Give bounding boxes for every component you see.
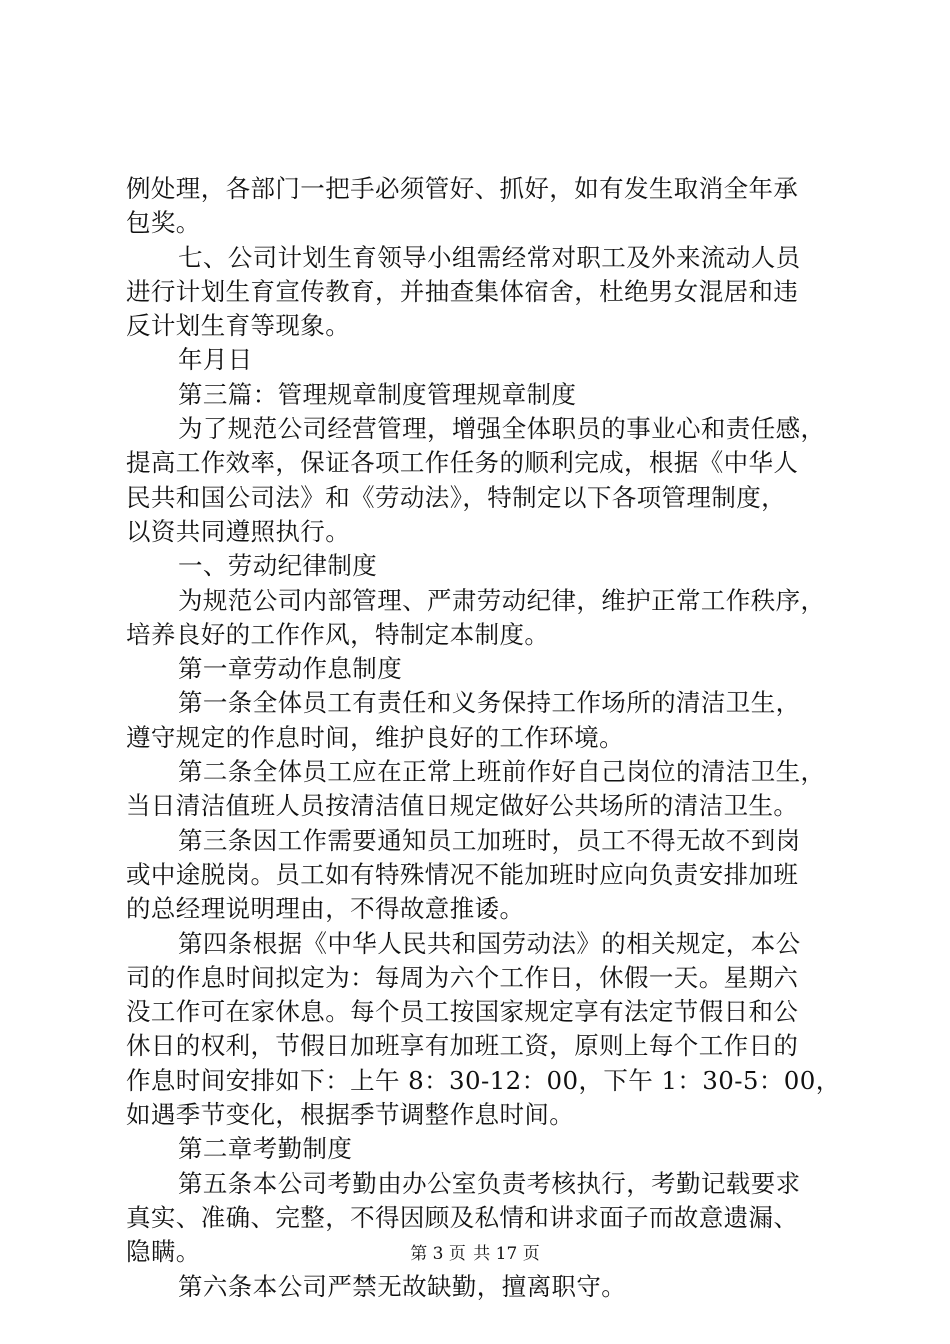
text-line: 为规范公司内部管理、严肃劳动纪律，维护正常工作秩序， <box>178 585 826 615</box>
text-line: 例处理，各部门一把手必须管好、抓好，如有发生取消全年承 <box>126 174 799 203</box>
text-line: 的总经理说明理由，不得故意推诿。 <box>126 894 525 924</box>
text-line: 当日清洁值班人员按清洁值日规定做好公共场所的清洁卫生。 <box>126 791 799 821</box>
text-line: 如遇季节变化，根据季节调整作息时间。 <box>126 1100 575 1130</box>
text-line: 遵守规定的作息时间，维护良好的工作环境。 <box>126 722 624 752</box>
text-line: 反计划生育等现象。 <box>126 311 351 341</box>
text-line: 包奖。 <box>126 208 201 238</box>
page-total: 共 17 页 <box>473 1244 540 1264</box>
text-line: 民共和国公司法》和《劳动法》，特制定以下各项管理制度， <box>126 482 787 512</box>
text-line: 第五条本公司考勤由办公室负责考核执行，考勤记载要求 <box>178 1168 801 1198</box>
text-line: 年月日 <box>178 345 253 375</box>
text-line: 没工作可在家休息。每个员工按国家规定享有法定节假日和公 <box>126 997 799 1027</box>
text-line: 提高工作效率，保证各项工作任务的顺利完成，根据《中华人 <box>126 448 799 478</box>
page-number: 第 3 页 <box>410 1244 466 1264</box>
text-line: 培养良好的工作作风，特制定本制度。 <box>126 619 550 649</box>
text-line: 第三条因工作需要通知员工加班时，员工不得无故不到岗 <box>178 825 801 855</box>
text-line: 作息时间安排如下：上午 8：30-12：00，下午 1：30-5：00， <box>126 1065 841 1095</box>
page-footer <box>0 1243 950 1265</box>
text-line: 第四条根据《中华人民共和国劳动法》的相关规定，本公 <box>178 928 801 958</box>
text-line: 司的作息时间拟定为：每周为六个工作日，休假一天。星期六 <box>126 962 799 992</box>
text-line: 以资共同遵照执行。 <box>126 516 351 546</box>
text-line: 第二章考勤制度 <box>178 1134 353 1164</box>
text-line: 真实、准确、完整，不得因顾及私情和讲求面子而故意遗漏、 <box>126 1202 799 1232</box>
text-line: 第一章劳动作息制度 <box>178 654 403 684</box>
text-line: 第三篇：管理规章制度管理规章制度 <box>178 379 577 409</box>
text-line: 七、公司计划生育领导小组需经常对职工及外来流动人员 <box>178 242 801 272</box>
text-line: 一、劳动纪律制度 <box>178 551 378 581</box>
text-line: 进行计划生育宣传教育，并抽查集体宿舍，杜绝男女混居和违 <box>126 276 799 306</box>
text-line: 为了规范公司经营管理，增强全体职员的事业心和责任感， <box>178 414 826 444</box>
document-body <box>126 172 841 1304</box>
text-line: 隐瞒。 <box>126 1237 201 1267</box>
text-line: 或中途脱岗。员工如有特殊情况不能加班时应向负责安排加班 <box>126 859 799 889</box>
text-line: 第二条全体员工应在正常上班前作好自己岗位的清洁卫生， <box>178 757 826 787</box>
text-line: 第六条本公司严禁无故缺勤，擅离职守。 <box>178 1271 627 1301</box>
text-line: 休日的权利，节假日加班享有加班工资，原则上每个工作日的 <box>126 1031 799 1061</box>
text-line: 第一条全体员工有责任和义务保持工作场所的清洁卫生， <box>178 688 801 718</box>
